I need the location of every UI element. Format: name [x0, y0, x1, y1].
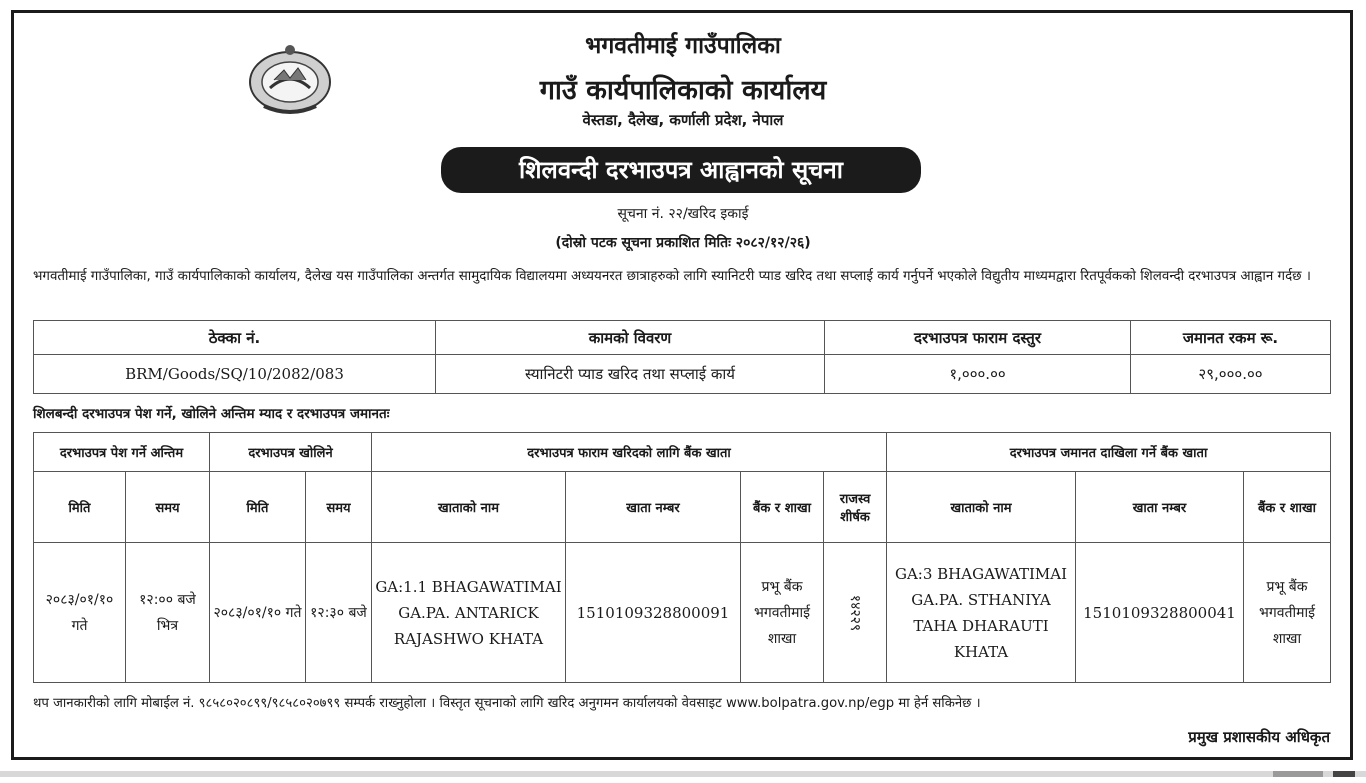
work-description: स्यानिटरी प्याड खरिद तथा सप्लाई कार्य	[436, 355, 825, 394]
office-name: भगवतीमाई गाउँपालिका	[585, 33, 781, 59]
intro-paragraph: भगवतीमाई गाउँपालिका, गाउँ कार्यपालिकाको कार्यालय, दैलेख यस गाउँपालिका अन्तर्गत सामुदायिक विद्यालयमा अध्ययनरत छात्राहरुको लागि स्यानिटरी प्याड खरिद तथा सप्लाई कार्य गर्नुपर्ने भएकोले विद्युतीय माध्यमद्वारा रितपूर्वकको शिलवन्दी दरभाउपत्र आह्वान गर्दछ ।	[33, 269, 1311, 284]
sub-header-bond-account-name: खाताको नाम	[887, 472, 1076, 543]
revenue-head-value: १४२२९	[847, 594, 863, 631]
signatory: प्रमुख प्रशासकीय अधिकृत	[1188, 728, 1330, 746]
submit-date: २०८३/०१/१० गते	[34, 543, 126, 683]
deadline-heading: शिलबन्दी दरभाउपत्र पेश गर्ने, खोलिने अन्तिम म्याद र दरभाउपत्र जमानतः	[33, 406, 390, 422]
table-row	[34, 543, 1331, 683]
submit-time: १२:०० बजे भित्र	[126, 543, 210, 683]
sub-header-submit-time: समय	[126, 472, 210, 543]
open-date: २०८३/०१/१० गते	[210, 543, 306, 683]
sub-header-bond-bank: बैंक र शाखा	[1244, 472, 1331, 543]
deadline-table	[33, 432, 1331, 683]
bond-account-name: GA:3 BHAGAWATIMAI GA.PA. STHANIYA TAHA DHARAUTI KHATA	[887, 543, 1076, 683]
form-account-number: 1510109328800091	[566, 543, 741, 683]
notice-number: सूचना नं. २२/खरिद इकाई	[617, 206, 749, 222]
form-fee: १,०००.००	[825, 355, 1131, 394]
sub-header-open-date: मिति	[210, 472, 306, 543]
group-header-row	[34, 433, 1331, 472]
notice-title-banner: शिलवन्दी दरभाउपत्र आह्वानको सूचना	[441, 147, 921, 193]
col-header-bond-amount: जमानत रकम रू.	[1131, 321, 1331, 355]
group-opening: दरभाउपत्र खोलिने	[210, 433, 372, 472]
office-subtitle: गाउँ कार्यपालिकाको कार्यालय	[539, 75, 827, 106]
col-header-contract-no: ठेक्का नं.	[34, 321, 436, 355]
sub-header-open-time: समय	[306, 472, 372, 543]
contract-number: BRM/Goods/SQ/10/2082/083	[34, 355, 436, 394]
bond-bank-branch: प्रभू बैंक भगवतीमाई शाखा	[1244, 543, 1331, 683]
sub-header-row	[34, 472, 1331, 543]
tender-header-row	[34, 321, 1331, 355]
bottom-dash-dark	[1333, 771, 1355, 777]
col-header-form-fee: दरभाउपत्र फाराम दस्तुर	[825, 321, 1131, 355]
form-bank-branch: प्रभू बैंक भगवतीमाई शाखा	[741, 543, 824, 683]
col-header-work-description: कामको विवरण	[436, 321, 825, 355]
sub-header-form-account-no: खाता नम्बर	[566, 472, 741, 543]
office-address: वेस्तडा, दैलेख, कर्णाली प्रदेश, नेपाल	[582, 111, 784, 129]
footer-contact-note: थप जानकारीको लागि मोबाईल नं. ९८५८०२०८९९/९८५८०२०७९९ सम्पर्क राख्नुहोला । विस्तृत सूचनाको लागि खरिद अनुगमन कार्यालयको वेवसाइट www.bolpatra.gov.np/egp मा हेर्न सकिनेछ ।	[33, 696, 981, 711]
sub-header-form-account-name: खाताको नाम	[372, 472, 566, 543]
sub-header-bond-account-no: खाता नम्बर	[1076, 472, 1244, 543]
bond-account-number: 1510109328800041	[1076, 543, 1244, 683]
bottom-dash	[1273, 771, 1323, 777]
group-form-bank-account: दरभाउपत्र फाराम खरिदको लागि बैंक खाता	[372, 433, 887, 472]
table-row	[34, 355, 1331, 394]
bond-amount: २९,०००.००	[1131, 355, 1331, 394]
group-bond-bank-account: दरभाउपत्र जमानत दाखिला गर्ने बैंक खाता	[887, 433, 1331, 472]
sub-header-revenue-head: राजस्व शीर्षक	[824, 472, 887, 543]
group-submit-deadline: दरभाउपत्र पेश गर्ने अन्तिम	[34, 433, 210, 472]
sub-header-form-bank: बैंक र शाखा	[741, 472, 824, 543]
open-time: १२:३० बजे	[306, 543, 372, 683]
bottom-rule	[0, 771, 1366, 777]
sub-header-submit-date: मिति	[34, 472, 126, 543]
form-account-name: GA:1.1 BHAGAWATIMAI GA.PA. ANTARICK RAJASHWO KHATA	[372, 543, 566, 683]
revenue-head	[824, 543, 887, 683]
tender-table	[33, 320, 1331, 394]
publish-date: (दोस्रो पटक सूचना प्रकाशित मितिः २०८२/१२/२६)	[555, 235, 811, 251]
